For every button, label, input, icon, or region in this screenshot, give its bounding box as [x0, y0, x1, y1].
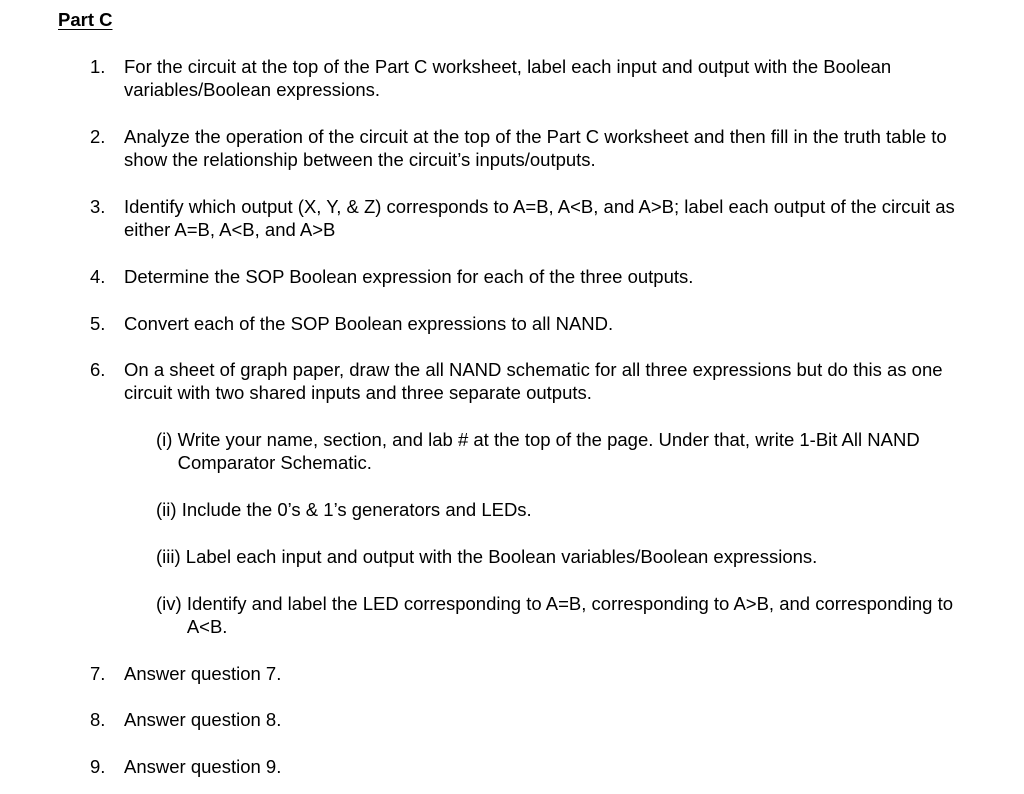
list-item-4 — [90, 265, 990, 288]
sub-item-text: Identify and label the LED corresponding to A=B, corresponding to A>B, and corresponding to A<B. — [186, 593, 954, 637]
list-item-3 — [90, 195, 990, 241]
item-number: 3. — [90, 196, 106, 217]
list-item-5 — [90, 312, 990, 335]
list-item-8 — [90, 708, 990, 731]
list-item-2 — [90, 125, 990, 171]
item-text: Convert each of the SOP Boolean expressions to all NAND. — [124, 313, 614, 334]
item-text: Identify which output (X, Y, & Z) corresponds to A=B, A<B, and A>B; label each output of the circuit as either A=B, A<B, and A>B — [124, 196, 955, 240]
sub-item-number: (ii) — [156, 499, 182, 520]
item-number: 5. — [90, 313, 106, 334]
item-number: 7. — [90, 663, 106, 684]
item-text: Answer question 7. — [124, 663, 282, 684]
item-number: 9. — [90, 756, 106, 777]
sub-item-i — [156, 428, 976, 474]
item-number: 4. — [90, 266, 106, 287]
sub-item-iv — [156, 592, 976, 638]
item-number: 2. — [90, 126, 106, 147]
item-text: On a sheet of graph paper, draw the all NAND schematic for all three expressions but do this as one circuit with two shared inputs and three separate outputs. — [124, 359, 943, 403]
page-title: Part C — [58, 9, 113, 30]
sub-item-text: Include the 0’s & 1’s generators and LEDs. — [181, 499, 532, 520]
sub-item-text: Write your name, section, and lab # at the top of the page. Under that, write 1-Bit All NAND Comparator Schematic. — [177, 429, 920, 473]
item-text: For the circuit at the top of the Part C worksheet, label each input and output with the Boolean variables/Boolean expressions. — [124, 56, 892, 100]
sub-item-text: Label each input and output with the Boolean variables/Boolean expressions. — [185, 546, 818, 567]
sub-item-iii — [156, 545, 976, 568]
sub-item-ii — [156, 498, 976, 521]
sub-item-number: (iii) — [156, 546, 186, 567]
list-item-9 — [90, 755, 990, 778]
item-text: Answer question 8. — [124, 709, 282, 730]
list-item-7 — [90, 662, 990, 685]
item-number: 8. — [90, 709, 106, 730]
item-text: Analyze the operation of the circuit at the top of the Part C worksheet and then fill in the truth table to show the relationship between the circuit’s inputs/outputs. — [124, 126, 947, 170]
item-text: Answer question 9. — [124, 756, 282, 777]
sub-item-number: (i) — [156, 429, 178, 450]
sub-item-number: (iv) — [156, 593, 187, 614]
item-text: Determine the SOP Boolean expression for each of the three outputs. — [124, 266, 694, 287]
list-item-6 — [90, 358, 990, 404]
item-number: 6. — [90, 359, 106, 380]
list-item-1 — [90, 55, 990, 101]
item-number: 1. — [90, 56, 106, 77]
